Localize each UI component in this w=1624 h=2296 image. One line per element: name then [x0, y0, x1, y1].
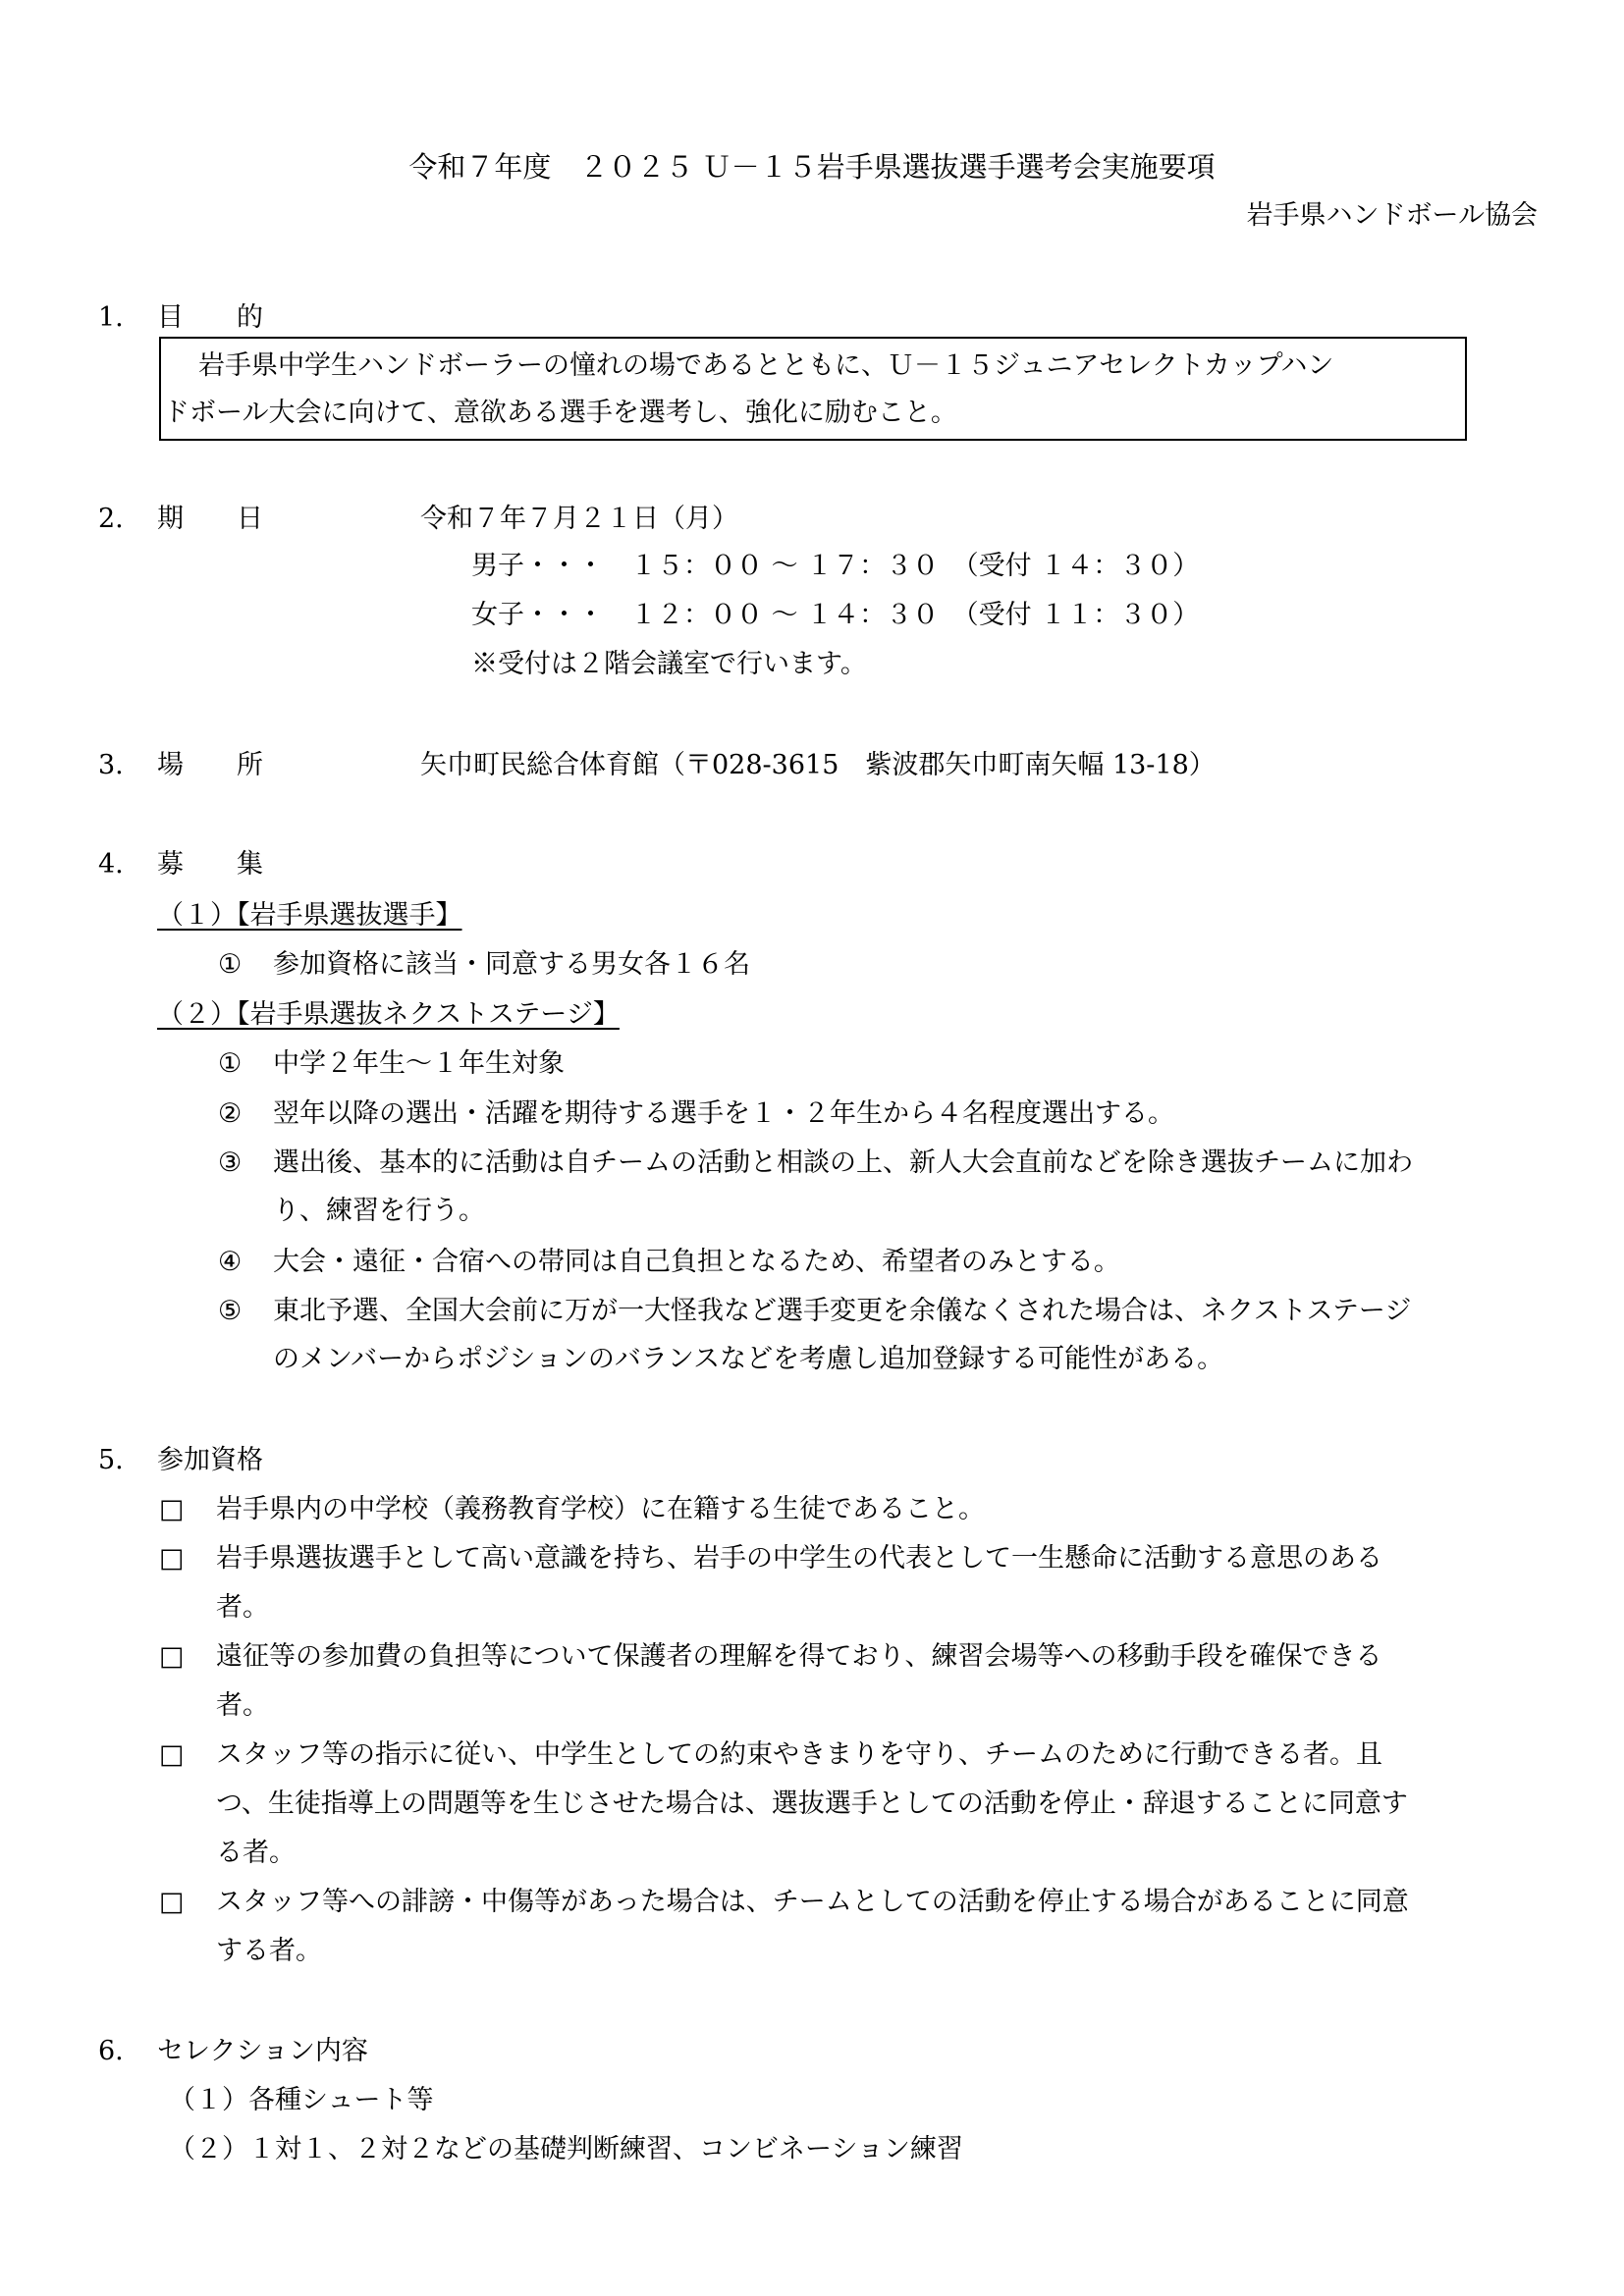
organization-name: 岩手県ハンドボール協会: [1246, 200, 1538, 231]
item-marker: ①: [218, 1048, 243, 1079]
list-item: 岩手県内の中学校（義務教育学校）に在籍する生徒であること。: [216, 1494, 985, 1524]
section-heading-purpose: 目 的: [157, 302, 263, 333]
checkbox-marker: □: [159, 1641, 185, 1672]
list-item: 中学２年生～１年生対象: [273, 1048, 565, 1079]
list-item: 大会・遠征・合宿への帯同は自己負担となるため、希望者のみとする。: [273, 1247, 1120, 1277]
section-heading-recruit: 募 集: [157, 849, 263, 880]
list-item: スタッフ等の指示に従い、中学生としての約束やきまりを守り、チームのために行動できる者。且: [216, 1739, 1382, 1770]
section-heading-eligibility: 参加資格: [157, 1445, 263, 1475]
list-item-continuation: り、練習を行う。: [273, 1196, 485, 1226]
document-title: 令和７年度 ２０２５ Ｕ－１５岩手県選抜選手選考会実施要項: [408, 150, 1216, 184]
girls-schedule: 女子・・・ １２：００ ～ １４：３０ （受付 １１：３０）: [471, 600, 1200, 630]
list-item-continuation: 者。: [216, 1690, 269, 1721]
checkbox-marker: □: [159, 1739, 185, 1770]
item-marker: ②: [218, 1098, 243, 1129]
event-date: 令和７年７月２１日（月）: [420, 504, 738, 534]
list-item: 選出後、基本的に活動は自チームの活動と相談の上、新人大会直前などを除き選抜チームに加わ: [273, 1148, 1413, 1178]
subsection-label-next-stage: （２）【岩手県選抜ネクストステージ】: [157, 999, 620, 1030]
boys-schedule: 男子・・・ １５：００ ～ １７：３０ （受付 １４：３０）: [471, 551, 1200, 581]
venue-text: 矢巾町民総合体育館（〒028-3615 紫波郡矢巾町南矢幅 13-18）: [420, 750, 1216, 780]
purpose-line: 岩手県中学生ハンドボーラーの憧れの場であるとともに、Ｕ－１５ジュニアセレクトカップハン: [198, 350, 1334, 381]
list-item: 東北予選、全国大会前に万が一大怪我など選手変更を余儀なくされた場合は、ネクストステージ: [273, 1296, 1412, 1326]
list-item-continuation: する者。: [216, 1936, 322, 1966]
list-item: 参加資格に該当・同意する男女各１６名: [273, 949, 750, 980]
list-item-continuation: のメンバーからポジションのバランスなどを考慮し追加登録する可能性がある。: [273, 1344, 1224, 1374]
section-number: 2.: [98, 504, 124, 534]
item-marker: ①: [218, 949, 243, 980]
list-item: 遠征等の参加費の負担等について保護者の理解を得ており、練習会場等への移動手段を確保できる: [216, 1641, 1382, 1672]
section-heading-venue: 場 所: [157, 750, 263, 780]
list-item: 翌年以降の選出・活躍を期待する選手を１・２年生から４名程度選出する。: [273, 1098, 1174, 1129]
checkbox-marker: □: [159, 1543, 185, 1574]
list-item: スタッフ等への誹謗・中傷等があった場合は、チームとしての活動を停止する場合があることに同意: [216, 1887, 1409, 1917]
item-marker: ⑤: [218, 1296, 243, 1326]
subsection-label-prefectural-players: （１）【岩手県選抜選手】: [157, 900, 462, 931]
list-item: （２）１対１、２対２などの基礎判断練習、コンビネーション練習: [169, 2134, 963, 2164]
reception-note: ※受付は２階会議室で行います。: [471, 649, 867, 679]
purpose-box: [159, 337, 1467, 441]
section-heading-date: 期 日: [157, 504, 263, 534]
section-number: 4.: [98, 849, 124, 880]
checkbox-marker: □: [159, 1494, 185, 1524]
list-item-continuation: 者。: [216, 1592, 269, 1623]
section-number: 5.: [98, 1445, 124, 1475]
item-marker: ③: [218, 1148, 243, 1178]
purpose-line: ドボール大会に向けて、意欲ある選手を選考し、強化に励むこと。: [163, 398, 957, 428]
list-item: （１）各種シュート等: [169, 2085, 434, 2115]
section-heading-selection: セレクション内容: [157, 2036, 368, 2066]
section-number: 3.: [98, 750, 124, 780]
list-item-continuation: つ、生徒指導上の問題等を生じさせた場合は、選抜選手としての活動を停止・辞退することに同意す: [216, 1789, 1408, 1819]
checkbox-marker: □: [159, 1887, 185, 1917]
section-number: 6.: [98, 2036, 124, 2066]
section-number: 1.: [98, 302, 124, 333]
item-marker: ④: [218, 1247, 243, 1277]
list-item: 岩手県選抜選手として高い意識を持ち、岩手の中学生の代表として一生懸命に活動する意思のある: [216, 1543, 1382, 1574]
list-item-continuation: る者。: [216, 1838, 296, 1868]
